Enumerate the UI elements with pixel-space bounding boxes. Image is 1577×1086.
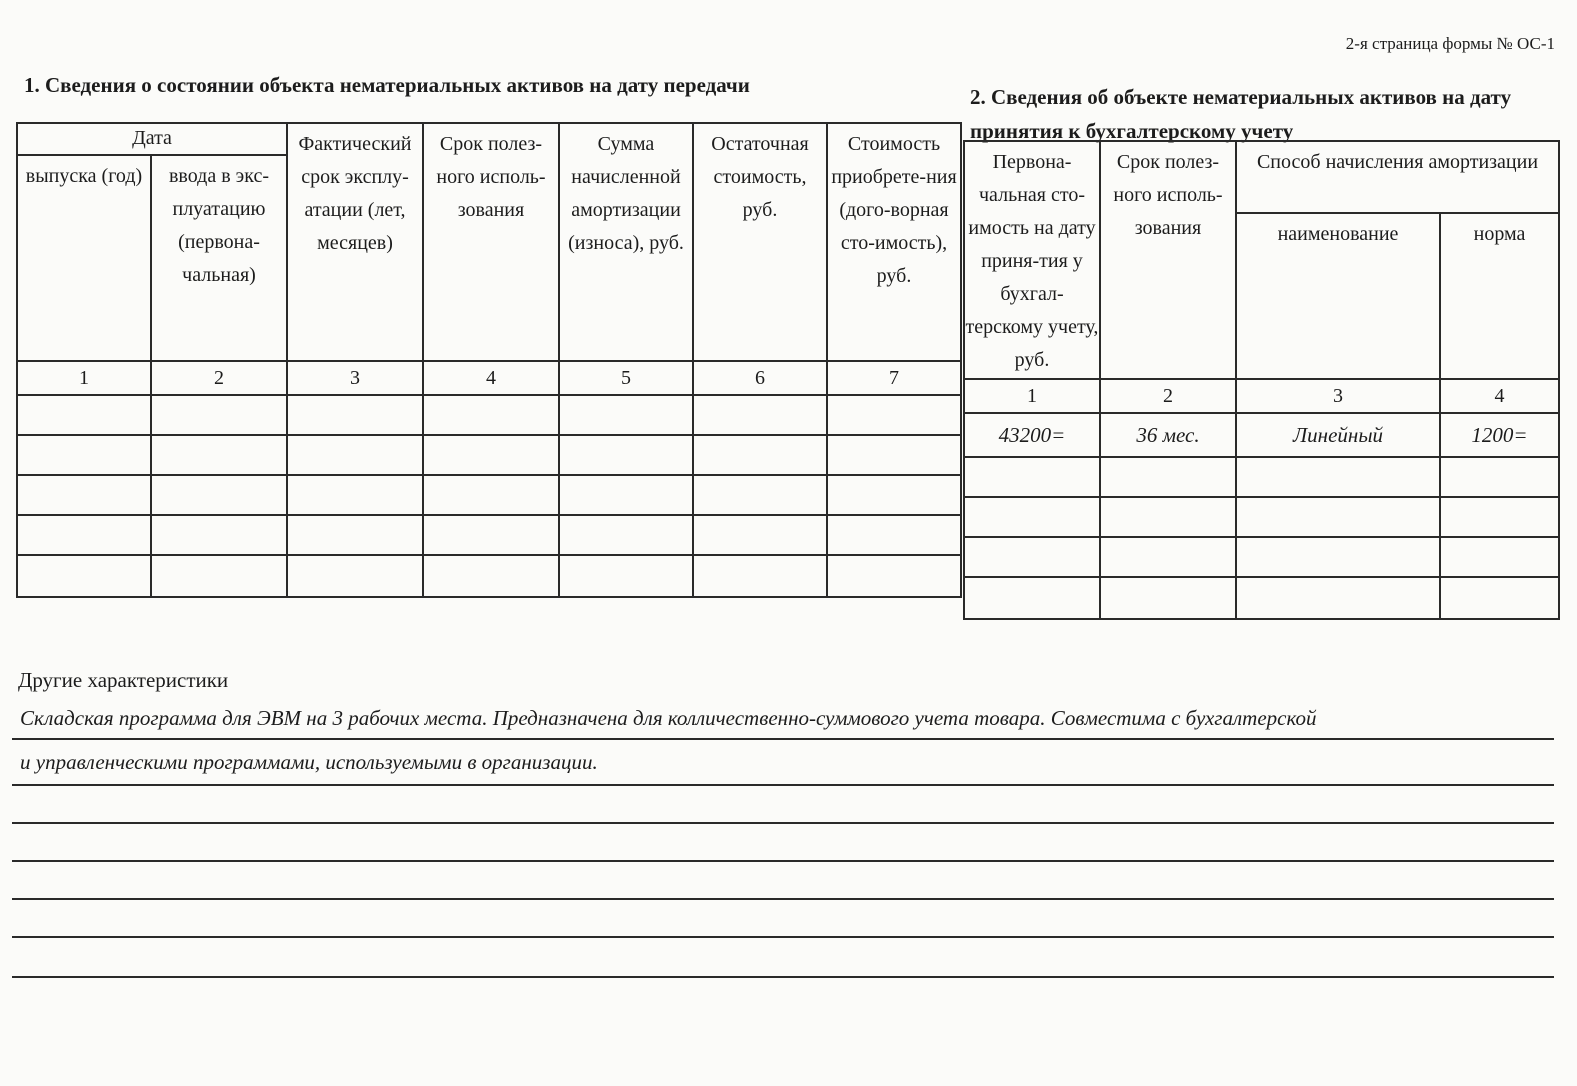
header-initial-cost: Первона-чальная сто-имость на дату приня-тия у бухгал-терскому учету, руб. bbox=[964, 141, 1100, 379]
empty-cell bbox=[17, 475, 151, 515]
header-accrued-depreciation: Сумма начисленной амортизации (износа), руб. bbox=[559, 123, 693, 361]
empty-cell bbox=[1440, 497, 1559, 537]
description-line-1: Складская программа для ЭВМ на 3 рабочих места. Предназначена для колличественно-суммового учета товара. Совместима с бухгалтерской bbox=[20, 706, 1317, 730]
empty-cell bbox=[17, 515, 151, 555]
empty-cell bbox=[287, 475, 423, 515]
empty-cell bbox=[559, 515, 693, 555]
empty-cell bbox=[1100, 457, 1236, 497]
empty-cell bbox=[1100, 497, 1236, 537]
other-characteristics-label: Другие характеристики bbox=[18, 668, 229, 692]
empty-cell bbox=[151, 475, 287, 515]
header-useful-life: Срок полез-ного исполь-зования bbox=[423, 123, 559, 361]
underline bbox=[12, 784, 1554, 786]
header-acquisition-cost: Стоимость приобрете-ния (дого-ворная сто-имость), руб. bbox=[827, 123, 961, 361]
useful-life-value: 36 мес. bbox=[1100, 413, 1236, 457]
empty-cell bbox=[287, 555, 423, 597]
underline bbox=[12, 976, 1554, 978]
empty-cell bbox=[287, 395, 423, 435]
header-rate: норма bbox=[1440, 213, 1559, 379]
empty-cell bbox=[1440, 457, 1559, 497]
empty-cell bbox=[693, 515, 827, 555]
table-row bbox=[964, 457, 1559, 497]
section2-title: 2. Сведения об объекте нематериальных активов на дату принятия к бухгалтерскому учету bbox=[970, 85, 1512, 143]
empty-cell bbox=[1440, 577, 1559, 619]
rate-value: 1200= bbox=[1440, 413, 1559, 457]
empty-cell bbox=[17, 555, 151, 597]
empty-cell bbox=[1236, 537, 1440, 577]
header-date-group: Дата bbox=[17, 123, 287, 155]
empty-cell bbox=[1440, 537, 1559, 577]
header-depreciation-method-group: Способ начисления амортизации bbox=[1236, 141, 1559, 213]
column-number: 4 bbox=[423, 361, 559, 395]
empty-cell bbox=[1236, 577, 1440, 619]
empty-cell bbox=[827, 395, 961, 435]
section1-table bbox=[16, 122, 962, 598]
table-row bbox=[17, 515, 961, 555]
column-number: 6 bbox=[693, 361, 827, 395]
empty-cell bbox=[151, 555, 287, 597]
table-row bbox=[964, 413, 1559, 457]
column-number: 1 bbox=[17, 361, 151, 395]
empty-cell bbox=[827, 515, 961, 555]
empty-cell bbox=[1236, 457, 1440, 497]
column-number: 2 bbox=[151, 361, 287, 395]
empty-cell bbox=[1100, 577, 1236, 619]
empty-cell bbox=[151, 395, 287, 435]
section2-table bbox=[963, 140, 1560, 620]
empty-cell bbox=[559, 475, 693, 515]
header-useful-life: Срок полез-ного исполь-зования bbox=[1100, 141, 1236, 379]
underline bbox=[12, 936, 1554, 938]
empty-cell bbox=[827, 475, 961, 515]
table-row bbox=[964, 537, 1559, 577]
page-label: 2-я страница формы № ОС-1 bbox=[1345, 34, 1555, 53]
empty-cell bbox=[423, 555, 559, 597]
initial-cost-value: 43200= bbox=[964, 413, 1100, 457]
column-number: 3 bbox=[287, 361, 423, 395]
method-name-value: Линейный bbox=[1236, 413, 1440, 457]
table-row bbox=[17, 475, 961, 515]
empty-cell bbox=[1236, 497, 1440, 537]
table-row bbox=[964, 577, 1559, 619]
empty-cell bbox=[693, 475, 827, 515]
empty-cell bbox=[559, 395, 693, 435]
table-row bbox=[964, 497, 1559, 537]
empty-cell bbox=[17, 435, 151, 475]
header-commissioning: ввода в экс-плуатацию (первона-чальная) bbox=[151, 155, 287, 361]
empty-cell bbox=[964, 577, 1100, 619]
empty-cell bbox=[151, 435, 287, 475]
underline bbox=[12, 898, 1554, 900]
empty-cell bbox=[1100, 537, 1236, 577]
column-number: 5 bbox=[559, 361, 693, 395]
empty-cell bbox=[423, 395, 559, 435]
empty-cell bbox=[287, 515, 423, 555]
section1-title: 1. Сведения о состоянии объекта нематериальных активов на дату передачи bbox=[24, 73, 750, 97]
empty-cell bbox=[693, 555, 827, 597]
empty-cell bbox=[964, 457, 1100, 497]
description-line-2: и управленческими программами, используемыми в организации. bbox=[20, 750, 598, 774]
empty-cell bbox=[559, 555, 693, 597]
column-number: 1 bbox=[964, 379, 1100, 413]
column-number: 2 bbox=[1100, 379, 1236, 413]
table-row bbox=[17, 395, 961, 435]
empty-cell bbox=[423, 435, 559, 475]
empty-cell bbox=[287, 435, 423, 475]
empty-cell bbox=[693, 435, 827, 475]
empty-cell bbox=[559, 435, 693, 475]
column-number: 7 bbox=[827, 361, 961, 395]
underline bbox=[12, 860, 1554, 862]
header-release-year: выпуска (год) bbox=[17, 155, 151, 361]
header-method-name: наименование bbox=[1236, 213, 1440, 379]
empty-cell bbox=[423, 475, 559, 515]
empty-cell bbox=[17, 395, 151, 435]
column-number: 4 bbox=[1440, 379, 1559, 413]
empty-cell bbox=[693, 395, 827, 435]
empty-cell bbox=[423, 515, 559, 555]
empty-cell bbox=[964, 497, 1100, 537]
column-number: 3 bbox=[1236, 379, 1440, 413]
underline bbox=[12, 738, 1554, 740]
empty-cell bbox=[827, 555, 961, 597]
empty-cell bbox=[827, 435, 961, 475]
table-row bbox=[17, 555, 961, 597]
header-residual-value: Остаточная стоимость, руб. bbox=[693, 123, 827, 361]
header-actual-term: Фактический срок эксплу-атации (лет, месяцев) bbox=[287, 123, 423, 361]
table-row bbox=[17, 435, 961, 475]
empty-cell bbox=[151, 515, 287, 555]
underline bbox=[12, 822, 1554, 824]
empty-cell bbox=[964, 537, 1100, 577]
